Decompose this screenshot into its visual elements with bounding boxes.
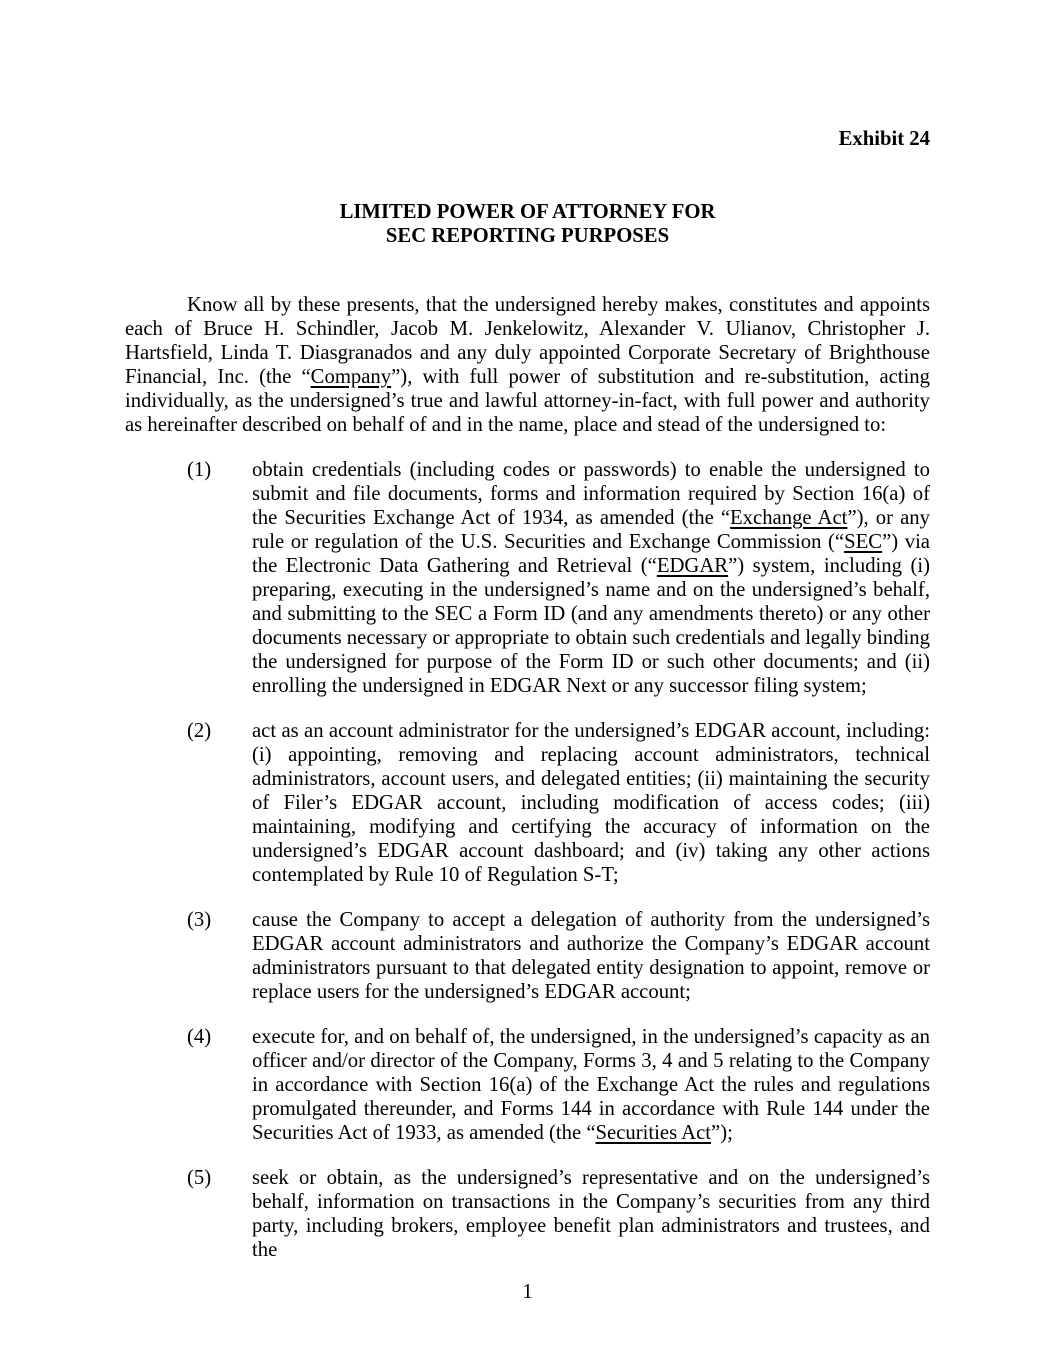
title-line-1: LIMITED POWER OF ATTORNEY FOR bbox=[339, 201, 716, 223]
item-text: obtain credentials (including codes or passwords) to enable the undersigned to submit and file documents, forms and information required by Section 16(a) of the Securities Exchange Act of 1934, as amended (the “Exchange Act”), or any rule or regulation of the U.S. Securities and Exchange Commission (“SEC”) via the Electronic Data Gathering and Retrieval (“EDGAR”) system, including (i) preparing, executing in the undersigned’s name and on the undersigned’s behalf, and submitting to the SEC a Form ID (and any amendments thereto) or any other documents necessary or appropriate to obtain such credentials and legally binding the undersigned for purpose of the Form ID or such other documents; and (ii) enrolling the undersigned in EDGAR Next or any successor filing system; bbox=[252, 459, 930, 697]
list-item bbox=[125, 458, 930, 698]
title-line-2: SEC REPORTING PURPOSES bbox=[385, 225, 670, 247]
item-number: (3) bbox=[187, 909, 212, 931]
item-text: seek or obtain, as the undersigned’s representative and on the undersigned’s behalf, information on transactions in the Company’s securities from any third party, including brokers, employee benefit plan administrators and trustees, and the bbox=[252, 1167, 930, 1261]
numbered-list bbox=[125, 458, 930, 1262]
intro-paragraph: Know all by these presents, that the undersigned hereby makes, constitutes and appoints each of Bruce H. Schindler, Jacob M. Jenkelowitz, Alexander V. Ulianov, Christopher J. Hartsfield, Linda T. Diasgranados and any duly appointed Corporate Secretary of Brighthouse Financial, Inc. (the “Company”), with full power of substitution and re-substitution, acting individually, as the undersigned’s true and lawful attorney-in-fact, with full power and authority as hereinafter described on behalf of and in the name, place and stead of the undersigned to: bbox=[125, 294, 930, 436]
list-item bbox=[125, 1166, 930, 1262]
item-number: (4) bbox=[187, 1026, 212, 1048]
document-title bbox=[125, 200, 930, 248]
item-text: cause the Company to accept a delegation of authority from the undersigned’s EDGAR account administrators and authorize the Company’s EDGAR account administrators pursuant to that delegated entity designation to appoint, remove or replace users for the undersigned’s EDGAR account; bbox=[252, 909, 930, 1003]
item-number: (1) bbox=[187, 459, 212, 481]
list-item bbox=[125, 908, 930, 1004]
list-item bbox=[125, 719, 930, 887]
list-item bbox=[125, 1025, 930, 1145]
page-number: 1 bbox=[522, 1281, 533, 1303]
item-text: act as an account administrator for the undersigned’s EDGAR account, including: (i) appointing, removing and replacing account administrators, technical administrators, account users, and delegated entities; (ii) maintaining the security of Filer’s EDGAR account, including modification of access codes; (iii) maintaining, modifying and certifying the accuracy of information on the undersigned’s EDGAR account dashboard; and (iv) taking any other actions contemplated by Rule 10 of Regulation S-T; bbox=[252, 720, 930, 886]
item-number: (5) bbox=[187, 1167, 212, 1189]
item-number: (2) bbox=[187, 720, 212, 742]
exhibit-label: Exhibit 24 bbox=[838, 128, 930, 150]
item-text: execute for, and on behalf of, the undersigned, in the undersigned’s capacity as an officer and/or director of the Company, Forms 3, 4 and 5 relating to the Company in accordance with Section 16(a) of the Exchange Act the rules and regulations promulgated thereunder, and Forms 144 in accordance with Rule 144 under the Securities Act of 1933, as amended (the “Securities Act”); bbox=[252, 1026, 930, 1144]
